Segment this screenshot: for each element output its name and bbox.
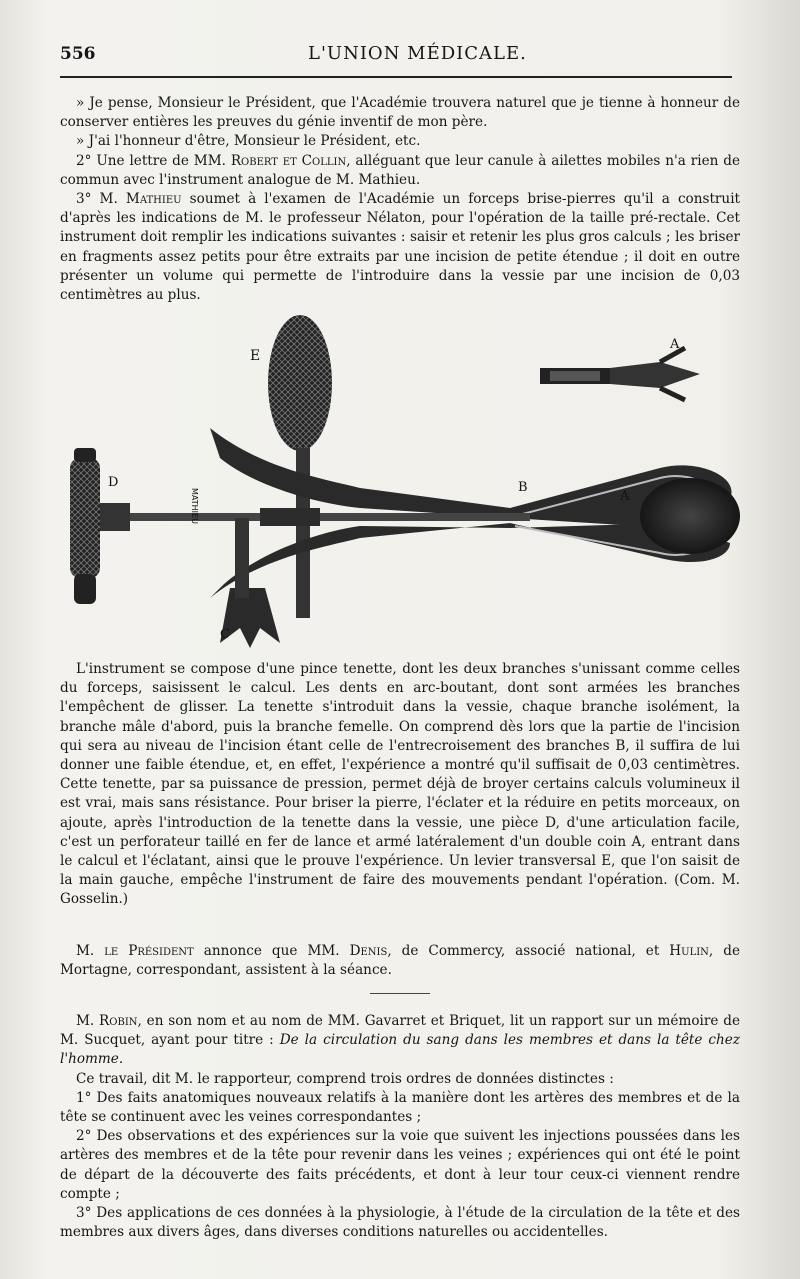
label-a-main: A [620, 489, 630, 504]
header-rule [60, 76, 732, 78]
memoir-title: De la circulation du sang dans les membres et dans la tête chez l'homme. [60, 1032, 740, 1068]
paragraph-salutation: » J'ai l'honneur d'être, Monsieur le Président, etc. [76, 133, 421, 150]
intro-section [60, 94, 740, 305]
perforator-tip-detail [540, 348, 700, 400]
paragraph-letter-closing: » Je pense, Monsieur le Président, que l'Académie trouvera naturel que je tienne à honneur de conserver entières les preuves du génie inventif de mon père. [60, 95, 740, 131]
robin-report-section [60, 1012, 740, 1242]
page-header [60, 40, 740, 70]
paragraph-mathieu: 3° M. Mathieu soumet à l'examen de l'Académie un forceps brise-pierres qu'il a construit d'après les indications de M. le professeur Nélaton, pour l'opération de la taille pré-rectale. Cet instrument doit remplir les indications suivantes : saisir et retenir les plus gros calculs ; les briser en fragments assez petits pour être extraits par une incision de petite étendue ; il doit en outre présenter un volume qui permette de l'introduire dans la vessie par une incision de 0,03 centimètres au plus. [60, 191, 740, 304]
paragraph-president: M. le Président annonce que MM. Denis, de Commercy, associé national, et Hulin, de Mortagne, correspondant, assistent à la séance. [60, 943, 740, 979]
forceps-drawing [60, 308, 740, 658]
label-a-detail: A [670, 337, 680, 352]
name-mathieu: Mathieu [125, 191, 182, 208]
forceps-illustration [60, 308, 740, 658]
names-robert-collin: Robert et Collin [230, 152, 347, 169]
label-d: D [108, 475, 119, 490]
section-separator [370, 993, 430, 994]
paragraph-rapporteur: Ce travail, dit M. le rapporteur, comprend trois ordres de données distinctes : [76, 1070, 614, 1087]
paragraph-point-2: 2° Des observations et des expériences sur la voie que suivent les injections poussées dans les artères des membres et de la tête pour revenir dans les veines ; expériences qui ont été le point de départ de la découverte des faits précédents, et dont à leur tour ceux-ci viennent rendre compte ; [60, 1128, 740, 1202]
label-b: B [518, 480, 528, 495]
paragraph-instrument-description: L'instrument se compose d'une pince tenette, dont les deux branches s'unissant comme celles du forceps, saisissent le calcul. Les dents en arc-boutant, dont sont armées les branches l'empêchent de glisser. La tenette s'introduit dans la vessie, chaque branche isolément, la branche mâle d'abord, puis la branche femelle. On comprend dès lors que la partie de l'incision qui sera au niveau de l'incision étant celle de l'entrecroisement des branches B, il suffira de lui donner une faible étendue, et, en effet, l'expérience a montré qu'il suffisait de 0,03 centimètres. Cette tenette, par sa puissance de pression, permet déjà de broyer certains calculs volumineux il est vrai, mais sans résistance. Pour briser la pierre, l'éclater et la réduire en petits morceaux, on ajoute, après l'introduction de la tenette dans la vessie, une pièce D, d'une articulation facile, c'est un perforateur taillé en fer de lance et armé latéralement d'un double coin A, entrant dans le calcul et l'éclatant, ainsi que le prouve l'expérience. Un levier transversal E, que l'on saisit de la main gauche, empêche l'instrument de faire des mouvements pendant l'opération. (Com. M. Gosselin.) [60, 661, 740, 908]
paragraph-point-1: 1° Des faits anatomiques nouveaux relatifs à la manière dont les artères des membres et de la tête se continuent avec les veines correspondantes ; [60, 1089, 740, 1126]
calculus-stone [640, 478, 740, 554]
description-section [60, 660, 740, 910]
label-e: E [250, 348, 261, 364]
president-section [60, 942, 740, 980]
label-c: C [220, 627, 230, 642]
paragraph-point-3: 3° Des applications de ces données à la physiologie, à l'étude de la circulation de la tête et des membres aux divers âges, dans diverses conditions naturelles ou accidentelles. [60, 1205, 740, 1241]
paragraph-robin: M. Robin, en son nom et au nom de MM. Gavarret et Briquet, lit un rapport sur un mémoire de M. Sucquet, ayant pour titre : De la circulation du sang dans les membres et dans la tête chez l'homme. [60, 1013, 740, 1068]
paragraph-robert-collin: 2° Une lettre de MM. Robert et Collin, alléguant que leur canule à ailettes mobiles n'a rien de commun avec l'instrument analogue de M. Mathieu. [60, 152, 740, 188]
page-number: 556 [60, 44, 96, 64]
maker-mark: MATHIEU [190, 488, 199, 524]
journal-title: L'UNION MÉDICALE. [308, 43, 527, 64]
